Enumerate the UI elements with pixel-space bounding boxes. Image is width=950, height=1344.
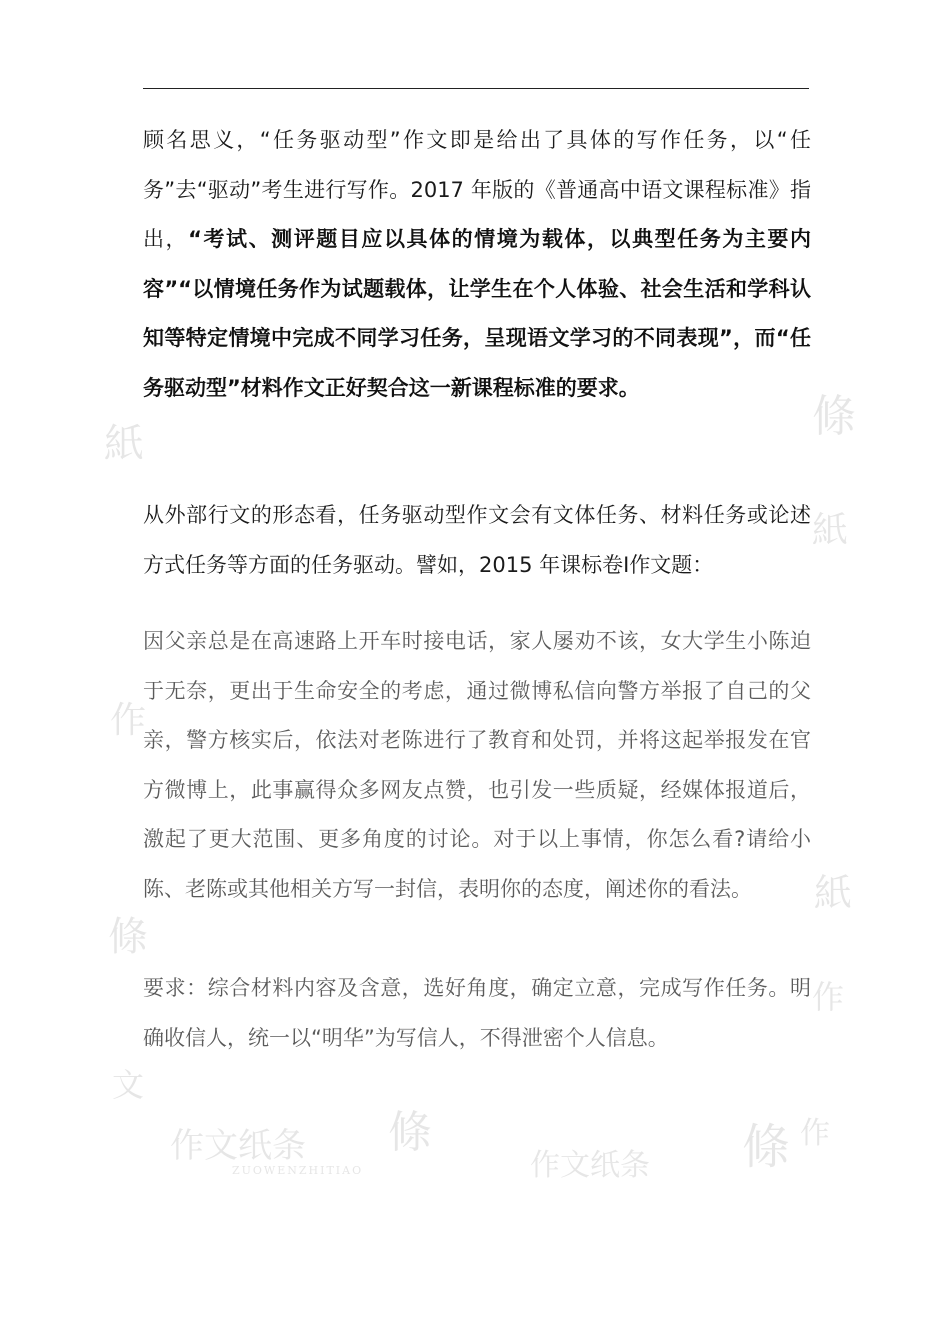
intro-text: 顾名思义，“任务驱动型”作文即是给出了具体的写作任务，以“任务”去“驱动”考生进行写作。2017 年版的《普通高中语文课程标准》指出，	[143, 128, 811, 251]
watermark-zuo-glyph: 作	[110, 700, 147, 741]
watermark-paper-glyph: 紙	[104, 421, 144, 467]
watermark-strip-glyph: 條	[742, 1119, 791, 1175]
exam-requirements: 要求：综合材料内容及含意，选好角度，确定立意，完成写作任务。明确收信人，统一以“明华”为写信人，不得泄密个人信息。	[143, 976, 811, 1050]
watermark-paper-glyph: 紙	[814, 871, 853, 915]
watermark-brand: 作文纸条	[170, 1126, 306, 1166]
watermark-wen-glyph: 文	[112, 1066, 145, 1104]
watermark-latin: ZUOWENZHITIAO	[232, 1164, 364, 1177]
header-rule	[143, 88, 809, 89]
watermark-strip-glyph: 條	[108, 914, 148, 960]
curriculum-quote-bold: “考试、测评题目应以具体的情境为载体，以典型任务为主要内容”“以情境任务作为试题载体，让学生在个人体验、社会生活和学科认知等特定情境中完成不同学习任务，呈现语文学习的不同表现”，而“任务驱动型”材料作文正好契合这一新课程标准的要求。	[143, 227, 811, 400]
watermark-strip-glyph: 條	[388, 1107, 432, 1158]
watermark-brand: 作文纸条	[530, 1148, 650, 1183]
watermark-zuo-glyph: 作	[812, 978, 845, 1016]
watermark-strip-glyph: 條	[812, 391, 856, 442]
watermark-zuo-glyph: 作	[800, 1116, 830, 1151]
exam-prompt-quote: 因父亲总是在高速路上开车时接电话，家人屡劝不该，女大学生小陈迫于无奈，更出于生命安全的考虑，通过微博私信向警方举报了自己的父亲，警方核实后，依法对老陈进行了教育和处罚，并将这起举报发在官方微博上，此事赢得众多网友点赞，也引发一些质疑，经媒体报道后，激起了更大范围、更多角度的讨论。对于以上事情，你怎么看?请给小陈、老陈或其他相关方写一封信，表明你的态度，阐述你的看法。	[143, 629, 811, 901]
paragraph-forms: 从外部行文的形态看，任务驱动型作文会有文体任务、材料任务或论述方式任务等方面的任务驱动。譬如，2015 年课标卷Ⅰ作文题：	[143, 503, 811, 577]
watermark-paper-glyph: 紙	[812, 510, 849, 551]
paragraph-intro	[143, 116, 811, 413]
